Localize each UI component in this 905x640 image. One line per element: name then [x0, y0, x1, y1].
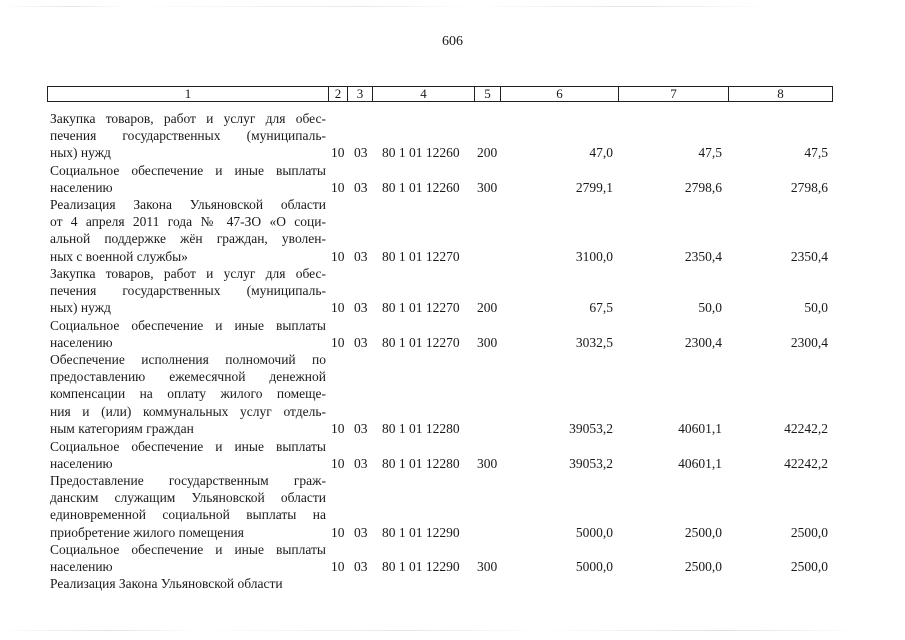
- cell-c7: 2798,6: [684, 180, 722, 196]
- cell-c8: 42242,2: [784, 456, 828, 472]
- description-line: Закупка товаров, работ и услуг для обес-: [50, 111, 326, 126]
- header-col-4: 4: [373, 87, 475, 101]
- cell-c3: 03: [354, 420, 368, 436]
- cell-c6: 5000,0: [575, 524, 613, 540]
- cell-c6: 39053,2: [569, 456, 613, 472]
- description-line: данским служащим Ульяновской области: [50, 490, 326, 506]
- description-line: населению: [50, 456, 113, 472]
- description-line: единовременной социальной выплаты на: [50, 507, 326, 523]
- description-line: ных) нужд: [50, 300, 111, 316]
- description-line: Предоставление государственным граж-: [50, 473, 326, 488]
- cell-c6: 47,0: [589, 145, 613, 161]
- cell-c3: 03: [354, 180, 368, 196]
- description-line: Социальное обеспечение и иные выплаты: [50, 542, 326, 557]
- description-line: ных) нужд: [50, 145, 111, 161]
- cell-c2: 10: [331, 300, 345, 316]
- cell-c8: 50,0: [804, 300, 828, 316]
- cell-c4: 80 1 01 12270: [382, 335, 460, 351]
- cell-c7: 50,0: [698, 300, 722, 316]
- cell-c7: 40601,1: [678, 420, 722, 436]
- description-line: Социальное обеспечение и иные выплаты: [50, 439, 326, 454]
- row-description: [50, 265, 326, 317]
- scan-bottom-edge: [0, 630, 905, 631]
- description-line: компенсации на оплату жилого помеще-: [50, 386, 326, 402]
- cell-c8: 47,5: [804, 145, 828, 161]
- table-header: [47, 86, 833, 102]
- description-line: ных с военной службы»: [50, 248, 188, 264]
- header-col-2: 2: [329, 87, 348, 101]
- header-col-8: 8: [777, 86, 784, 101]
- cell-c4: 80 1 01 12290: [382, 524, 460, 540]
- cell-c3: 03: [354, 145, 368, 161]
- cell-c7: 2500,0: [684, 524, 722, 540]
- description-line: ния и (или) коммунальных услуг отдель-: [50, 403, 326, 419]
- cell-c3: 03: [354, 300, 368, 316]
- row-description: [50, 575, 326, 592]
- header-col-6: 6: [501, 87, 619, 101]
- cell-c6: 3032,5: [575, 335, 613, 351]
- description-line: населению: [50, 559, 113, 575]
- cell-c2: 10: [331, 420, 345, 436]
- description-line: ным категориям граждан: [50, 420, 194, 436]
- cell-c4: 80 1 01 12280: [382, 420, 460, 436]
- description-line: Обеспечение исполнения полномочий по: [50, 352, 326, 367]
- description-line: Реализация Закона Ульяновской области: [50, 576, 283, 591]
- cell-c3: 03: [354, 559, 368, 575]
- cell-c8: 2500,0: [790, 559, 828, 575]
- cell-c6: 67,5: [589, 300, 613, 316]
- cell-c8: 2500,0: [790, 524, 828, 540]
- cell-c8: 42242,2: [784, 420, 828, 436]
- cell-c5: 200: [477, 300, 498, 316]
- row-description: [50, 110, 326, 162]
- cell-c7: 2300,4: [684, 335, 722, 351]
- description-line: Социальное обеспечение и иные выплаты: [50, 163, 326, 178]
- header-col-1: 1: [48, 87, 329, 101]
- row-description: [50, 472, 326, 541]
- cell-c8: 2300,4: [790, 335, 828, 351]
- header-col-5: 5: [475, 87, 501, 101]
- cell-c2: 10: [331, 145, 345, 161]
- description-line: печения государственных (муниципаль-: [50, 283, 326, 299]
- header-col-7: 7: [619, 87, 729, 101]
- cell-c4: 80 1 01 12260: [382, 180, 460, 196]
- cell-c4: 80 1 01 12270: [382, 248, 460, 264]
- cell-c4: 80 1 01 12280: [382, 456, 460, 472]
- row-description: [50, 541, 326, 575]
- description-line: Закупка товаров, работ и услуг для обес-: [50, 266, 326, 281]
- row-description: [50, 438, 326, 472]
- cell-c6: 39053,2: [569, 420, 613, 436]
- cell-c5: 300: [477, 180, 498, 196]
- cell-c8: 2798,6: [790, 180, 828, 196]
- cell-c2: 10: [331, 559, 345, 575]
- description-line: населению: [50, 180, 113, 196]
- description-line: альной поддержке жён граждан, уволен-: [50, 231, 326, 247]
- cell-c5: 300: [477, 456, 498, 472]
- cell-c5: 300: [477, 335, 498, 351]
- header-col-3: 3: [348, 87, 373, 101]
- page-number: 606: [442, 34, 463, 49]
- description-line: от 4 апреля 2011 года № 47-ЗО «О соци-: [50, 214, 326, 230]
- cell-c5: 200: [477, 145, 498, 161]
- cell-c4: 80 1 01 12290: [382, 559, 460, 575]
- cell-c3: 03: [354, 456, 368, 472]
- row-description: [50, 196, 326, 265]
- cell-c7: 2500,0: [684, 559, 722, 575]
- cell-c2: 10: [331, 524, 345, 540]
- cell-c2: 10: [331, 248, 345, 264]
- cell-c3: 03: [354, 335, 368, 351]
- description-line: Социальное обеспечение и иные выплаты: [50, 318, 326, 333]
- cell-c6: 3100,0: [575, 248, 613, 264]
- cell-c4: 80 1 01 12270: [382, 300, 460, 316]
- description-line: населению: [50, 335, 113, 351]
- description-line: печения государственных (муниципаль-: [50, 128, 326, 144]
- cell-c6: 2799,1: [575, 180, 613, 196]
- cell-c2: 10: [331, 180, 345, 196]
- description-line: приобретение жилого помещения: [50, 524, 244, 540]
- row-description: [50, 351, 326, 437]
- row-description: [50, 317, 326, 351]
- description-line: Реализация Закона Ульяновской области: [50, 197, 326, 212]
- cell-c6: 5000,0: [575, 559, 613, 575]
- scan-top-edge: [0, 6, 905, 7]
- cell-c3: 03: [354, 524, 368, 540]
- cell-c4: 80 1 01 12260: [382, 145, 460, 161]
- description-line: предоставлению ежемесячной денежной: [50, 369, 326, 385]
- cell-c2: 10: [331, 456, 345, 472]
- cell-c7: 47,5: [698, 145, 722, 161]
- cell-c7: 2350,4: [684, 248, 722, 264]
- cell-c3: 03: [354, 248, 368, 264]
- row-description: [50, 162, 326, 196]
- cell-c8: 2350,4: [790, 248, 828, 264]
- cell-c2: 10: [331, 335, 345, 351]
- cell-c7: 40601,1: [678, 456, 722, 472]
- cell-c5: 300: [477, 559, 498, 575]
